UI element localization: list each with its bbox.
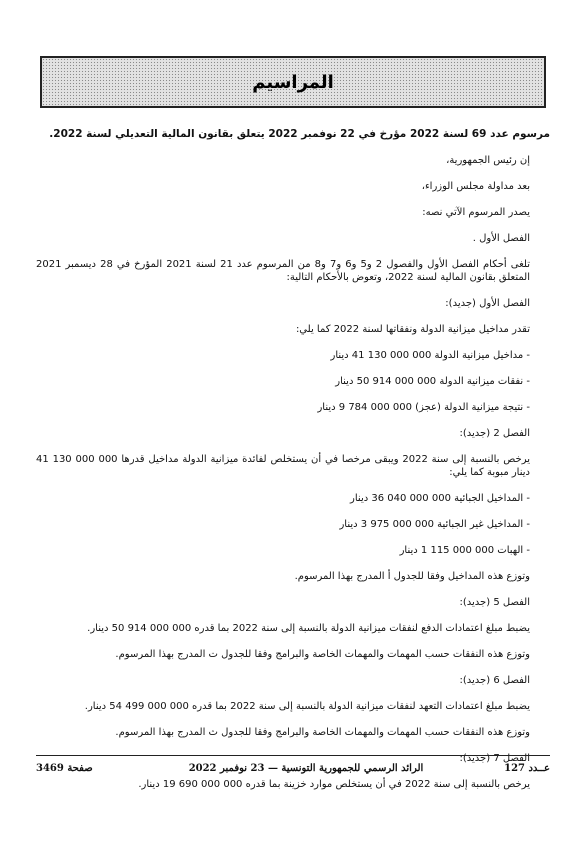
chapter-heading: الفصل 6 (جديد): (459, 675, 530, 686)
page-number: صفحة 3469 (36, 763, 93, 774)
section-header-box (40, 56, 546, 108)
decree-line: يضبط مبلغ اعتمادات الدفع لنفقات ميزانية الدولة بالنسبة إلى سنة 2022 بما قدره 000 000 914 50 دينار. (87, 623, 530, 634)
chapter-heading: الفصل الأول (جديد): (445, 298, 530, 309)
decree-line: وتوزع هذه النفقات حسب المهمات والمهمات الخاصة والبرامج وفقا للجدول ث المدرج بهذا المرسوم. (115, 727, 530, 738)
chapter-heading: الفصل الأول . (472, 233, 530, 244)
decree-content (36, 128, 550, 791)
decree-paragraph: يرخص بالنسبة إلى سنة 2022 ويبقى مرخصا في أن يستخلص لفائدة ميزانية الدولة مداخيل قدرها 000 000 130 41 دينار مبوبة كما يلي: (36, 454, 530, 478)
decree-line: تقدر مداخيل ميزانية الدولة ونفقاتها لسنة 2022 كما يلي: (295, 324, 530, 335)
decree-line: يضبط مبلغ اعتمادات التعهد لنفقات ميزانية الدولة بالنسبة إلى سنة 2022 بما قدره 000 000 499 54 دينار. (84, 701, 530, 712)
budget-item: - المداخيل الجبائية 000 000 040 36 دينار (350, 493, 530, 504)
page-footer (36, 763, 550, 779)
section-title: المراسيم (252, 71, 334, 93)
budget-item: - المداخيل غير الجبائية 000 000 975 3 دينار (339, 519, 530, 530)
budget-item: - الهبات 000 000 115 1 دينار (399, 545, 530, 556)
decree-line: يرخص بالنسبة إلى سنة 2022 في أن يستخلص موارد خزينة بما قدره 000 000 690 19 دينار. (138, 779, 530, 790)
decree-line: بعد مداولة مجلس الوزراء، (421, 181, 530, 192)
chapter-heading: الفصل 2 (جديد): (459, 428, 530, 439)
budget-item: - نفقات ميزانية الدولة 000 000 914 50 دينار (335, 376, 530, 387)
issue-number: عــدد 127 (504, 763, 550, 774)
decree-paragraph: تلغى أحكام الفصل الأول والفصول 2 و5 و6 و7 و8 من المرسوم عدد 21 لسنة 2021 المؤرخ في 28 ديسمبر 2021 المتعلق بقانون المالية لسنة 2022، وتعوض بالأحكام التالية: (36, 259, 530, 283)
journal-title: الرائد الرسمي للجمهورية التونسية — 23 نوفمبر 2022 (188, 763, 424, 774)
chapter-heading: الفصل 7 (جديد): (459, 753, 530, 764)
decree-line: وتوزع هذه النفقات حسب المهمات والمهمات الخاصة والبرامج وفقا للجدول ت المدرج بهذا المرسوم. (115, 649, 530, 660)
decree-line: يصدر المرسوم الآتي نصه: (422, 207, 530, 218)
budget-item: - مداخيل ميزانية الدولة 000 000 130 41 دينار (330, 350, 530, 361)
decree-line: إن رئيس الجمهورية، (446, 155, 530, 166)
footer-divider (36, 755, 550, 756)
budget-item: - نتيجة ميزانية الدولة (عجز) 000 000 784 9 دينار (317, 402, 530, 413)
decree-title: مرسوم عدد 69 لسنة 2022 مؤرخ في 22 نوفمبر 2022 يتعلق بقانون المالية التعديلي لسنة 2022. (49, 128, 550, 140)
chapter-heading: الفصل 5 (جديد): (459, 597, 530, 608)
decree-line: وتوزع هذه المداخيل وفقا للجدول أ المدرج بهذا المرسوم. (294, 571, 530, 582)
